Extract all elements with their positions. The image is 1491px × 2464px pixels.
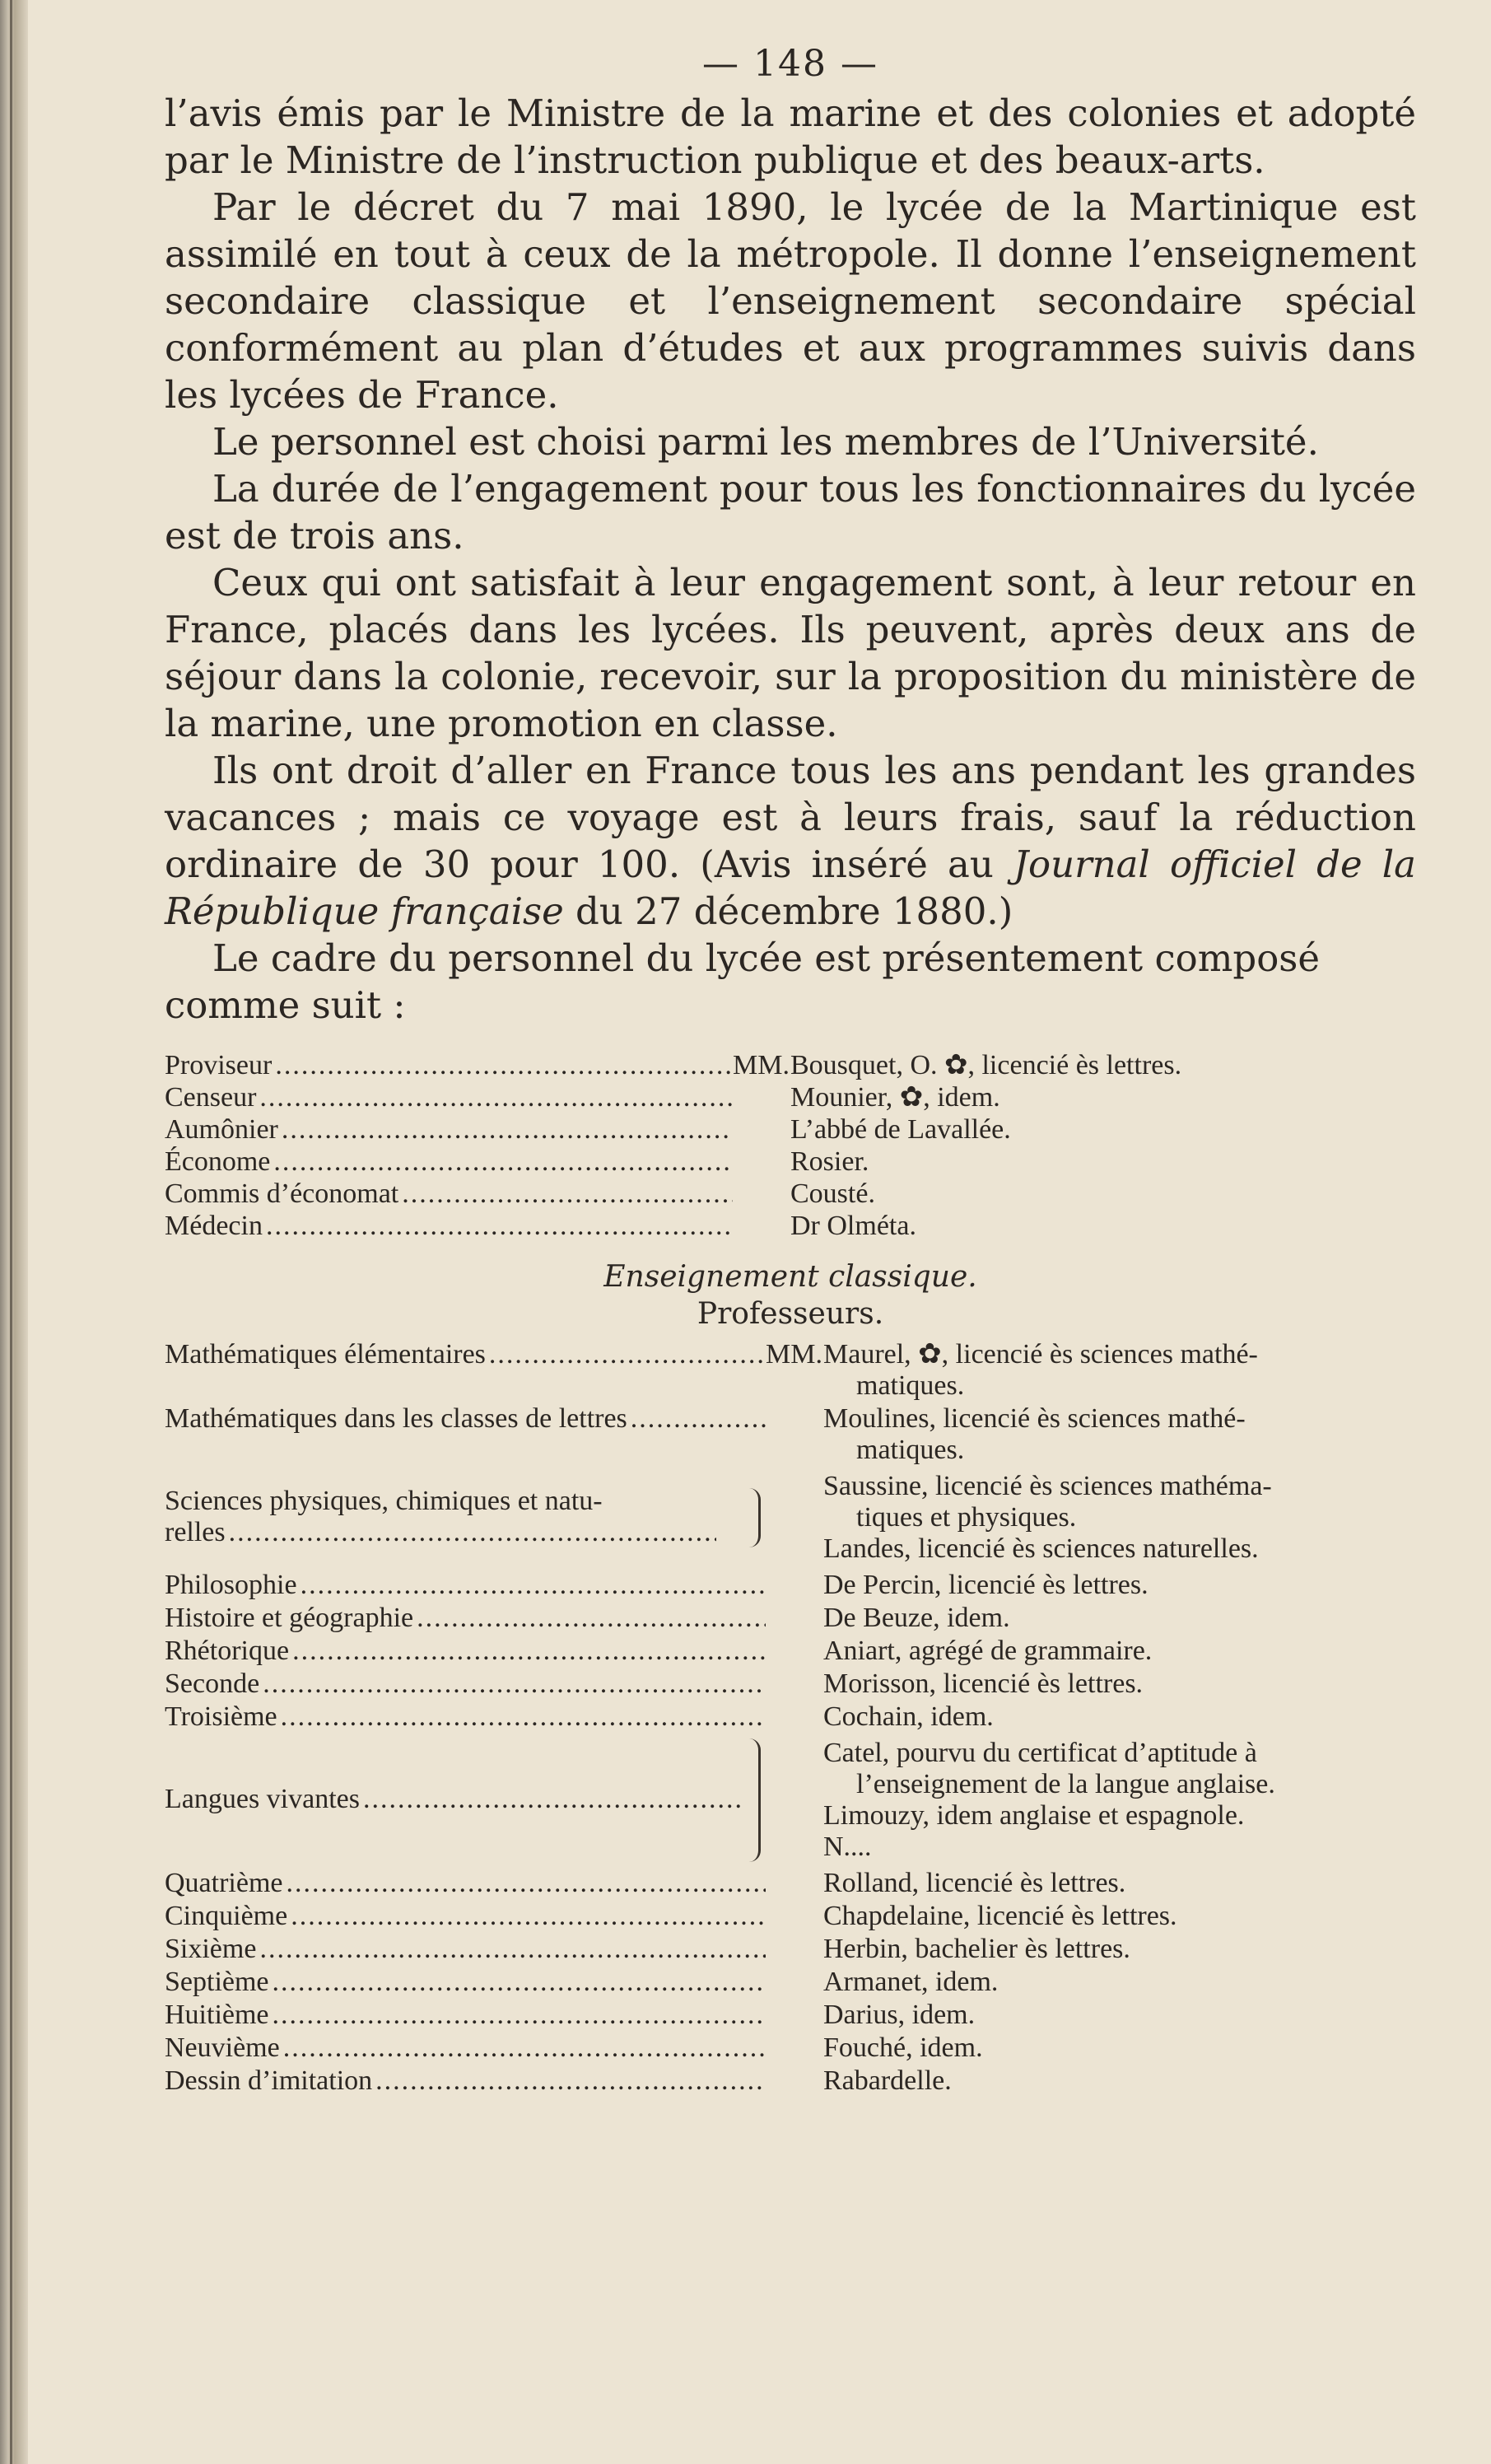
- subject: Rhétorique: [165, 1636, 290, 1666]
- subject: Mathématiques dans les classes de lettres: [165, 1403, 627, 1434]
- staff-prefix: MM.: [733, 1050, 790, 1080]
- professor: Darius, idem.: [823, 2000, 976, 2030]
- paragraph: Ceux qui ont satisfait à leur engagement sont, à leur retour en France, placés dans les lycées. Ils peuvent, après deux ans de séjour dans la colonie, recevoir, sur la proposition du ministère de la marine, une promotion en classe.: [165, 561, 1416, 745]
- staff-row: [165, 1211, 1416, 1242]
- professor: Morisson, licencié ès lettres.: [823, 1668, 1144, 1699]
- professor-row: [165, 2032, 1416, 2064]
- professor-row: [165, 1701, 1416, 1733]
- brace: [747, 1488, 761, 1547]
- professor: Landes, licencié ès sciences naturelles.: [823, 1533, 1259, 1564]
- professor: Saussine, licencié ès sciences mathéma-: [823, 1471, 1272, 1501]
- subject: Histoire et géographie: [165, 1603, 414, 1633]
- professor-row: [165, 1934, 1416, 1965]
- paragraph: La durée de l’engagement pour tous les fonctionnaires du lycée est de trois ans.: [165, 467, 1416, 558]
- subject: Seconde: [165, 1668, 260, 1699]
- subject: Dessin d’imitation: [165, 2065, 373, 2096]
- subject: Langues vivantes: [165, 1784, 360, 1814]
- professor: Rabardelle.: [823, 2065, 952, 2096]
- staff-role: Censeur: [165, 1082, 257, 1113]
- staff-row: [165, 1050, 1416, 1081]
- professors-list: [165, 1339, 1416, 2097]
- paragraph: Par le décret du 7 mai 1890, le lycée de la Martinique est assimilé en tout à ceux de la métropole. Il donne l’enseignement secondaire classique et l’enseignement secondaire spécial conformément au plan d’études et aux programmes suivis dans les lycées de France.: [165, 185, 1416, 417]
- professor: Moulines, licencié ès sciences mathé-: [823, 1403, 1246, 1434]
- staff-row: [165, 1178, 1416, 1210]
- staff-person: Mounier, ✿, idem.: [790, 1082, 1000, 1113]
- professor-continuation: tiques et physiques.: [856, 1502, 1077, 1533]
- professor-row: [165, 1603, 1416, 1634]
- professor-row: [165, 2065, 1416, 2097]
- professor-prefix: MM.: [766, 1339, 822, 1370]
- binding-rule: [10, 0, 12, 2464]
- paragraph: Le personnel est choisi parmi les membres de l’Université.: [212, 420, 1319, 464]
- staff-list: [165, 1050, 1416, 1242]
- subject: Septième: [165, 1967, 269, 1997]
- sciences-group: [165, 1471, 1416, 1565]
- subject: Cinquième: [165, 1901, 288, 1931]
- professor: De Beuze, idem.: [823, 1603, 1010, 1633]
- professor: Fouché, idem.: [823, 2032, 983, 2063]
- professor-row: [165, 1901, 1416, 1932]
- staff-row: [165, 1114, 1416, 1146]
- professor: N....: [823, 1832, 872, 1862]
- staff-row: [165, 1082, 1416, 1113]
- professor: De Percin, licencié ès lettres.: [823, 1570, 1149, 1600]
- staff-role: Économe: [165, 1146, 271, 1177]
- text: Ils ont droit d’aller en France tous les ans pendant les grandes vacances ; mais ce voyage est à leurs frais, sauf la réduction ordinaire de 30 pour 100. (Avis inséré au: [165, 749, 1416, 886]
- subject-continuation: relles: [165, 1517, 226, 1547]
- staff-person: Rosier.: [790, 1146, 869, 1177]
- subject: Troisième: [165, 1701, 277, 1732]
- text: du 27 décembre 1880.): [563, 889, 1013, 933]
- subject: Mathématiques élémentaires: [165, 1339, 486, 1370]
- subject: Quatrième: [165, 1868, 283, 1898]
- subject: Huitième: [165, 2000, 269, 2030]
- professor: Catel, pourvu du certificat d’aptitude à: [823, 1738, 1257, 1768]
- staff-role: Aumônier: [165, 1114, 278, 1145]
- professor-continuation: l’enseignement de la langue anglaise.: [856, 1769, 1275, 1799]
- professor: Chapdelaine, licencié ès lettres.: [823, 1901, 1177, 1931]
- subject: Neuvième: [165, 2032, 280, 2063]
- professor-row: [165, 1668, 1416, 1700]
- brace: [747, 1738, 761, 1862]
- book-binding-edge: [0, 0, 28, 2464]
- subject: Sciences physiques, chimiques et natu-: [165, 1486, 603, 1516]
- professor-row: [165, 1868, 1416, 1899]
- staff-role: Commis d’économat: [165, 1178, 399, 1209]
- page: [165, 43, 1416, 2098]
- professor: Aniart, agrégé de grammaire.: [823, 1636, 1153, 1666]
- staff-person: Bousquet, O. ✿, licencié ès lettres.: [790, 1050, 1182, 1080]
- professor: Maurel, ✿, licencié ès sciences mathé-: [823, 1339, 1258, 1370]
- paragraph-lead-in: Le cadre du personnel du lycée est présentement composé comme suit :: [165, 936, 1321, 1027]
- professor-row: [165, 1636, 1416, 1667]
- professor: Cochain, idem.: [823, 1701, 994, 1732]
- professor-row: [165, 1403, 1416, 1466]
- professor: Armanet, idem.: [823, 1967, 999, 1997]
- paragraph-vacances: [165, 747, 1416, 935]
- professor-continuation: matiques.: [856, 1435, 965, 1465]
- professor: Herbin, bachelier ès lettres.: [823, 1934, 1130, 1964]
- professor-row: [165, 1570, 1416, 1601]
- section-title: Enseignement classique.: [603, 1260, 977, 1294]
- staff-person: Cousté.: [790, 1178, 875, 1209]
- staff-person: L’abbé de Lavallée.: [790, 1114, 1011, 1145]
- staff-row: [165, 1146, 1416, 1178]
- staff-person: Dr Olméta.: [790, 1211, 916, 1241]
- professor-row: [165, 1967, 1416, 1998]
- professor: Rolland, licencié ès lettres.: [823, 1868, 1126, 1898]
- subject: Sixième: [165, 1934, 257, 1964]
- staff-role: Médecin: [165, 1211, 263, 1241]
- langues-group: [165, 1738, 1416, 1863]
- page-number: — 148 —: [702, 43, 878, 85]
- subject: Philosophie: [165, 1570, 297, 1600]
- section-subtitle: Professeurs.: [697, 1297, 884, 1331]
- professor-continuation: matiques.: [856, 1370, 965, 1401]
- staff-role: Proviseur: [165, 1050, 273, 1080]
- paragraph: l’avis émis par le Ministre de la marine et des colonies et adopté par le Ministre de l’instruction publique et des beaux-arts.: [165, 91, 1416, 182]
- professor: Limouzy, idem anglaise et espagnole.: [823, 1800, 1245, 1831]
- professor-row: [165, 2000, 1416, 2031]
- journal-title: Journal officiel de la République française: [165, 842, 1416, 933]
- professor-row: [165, 1339, 1416, 1402]
